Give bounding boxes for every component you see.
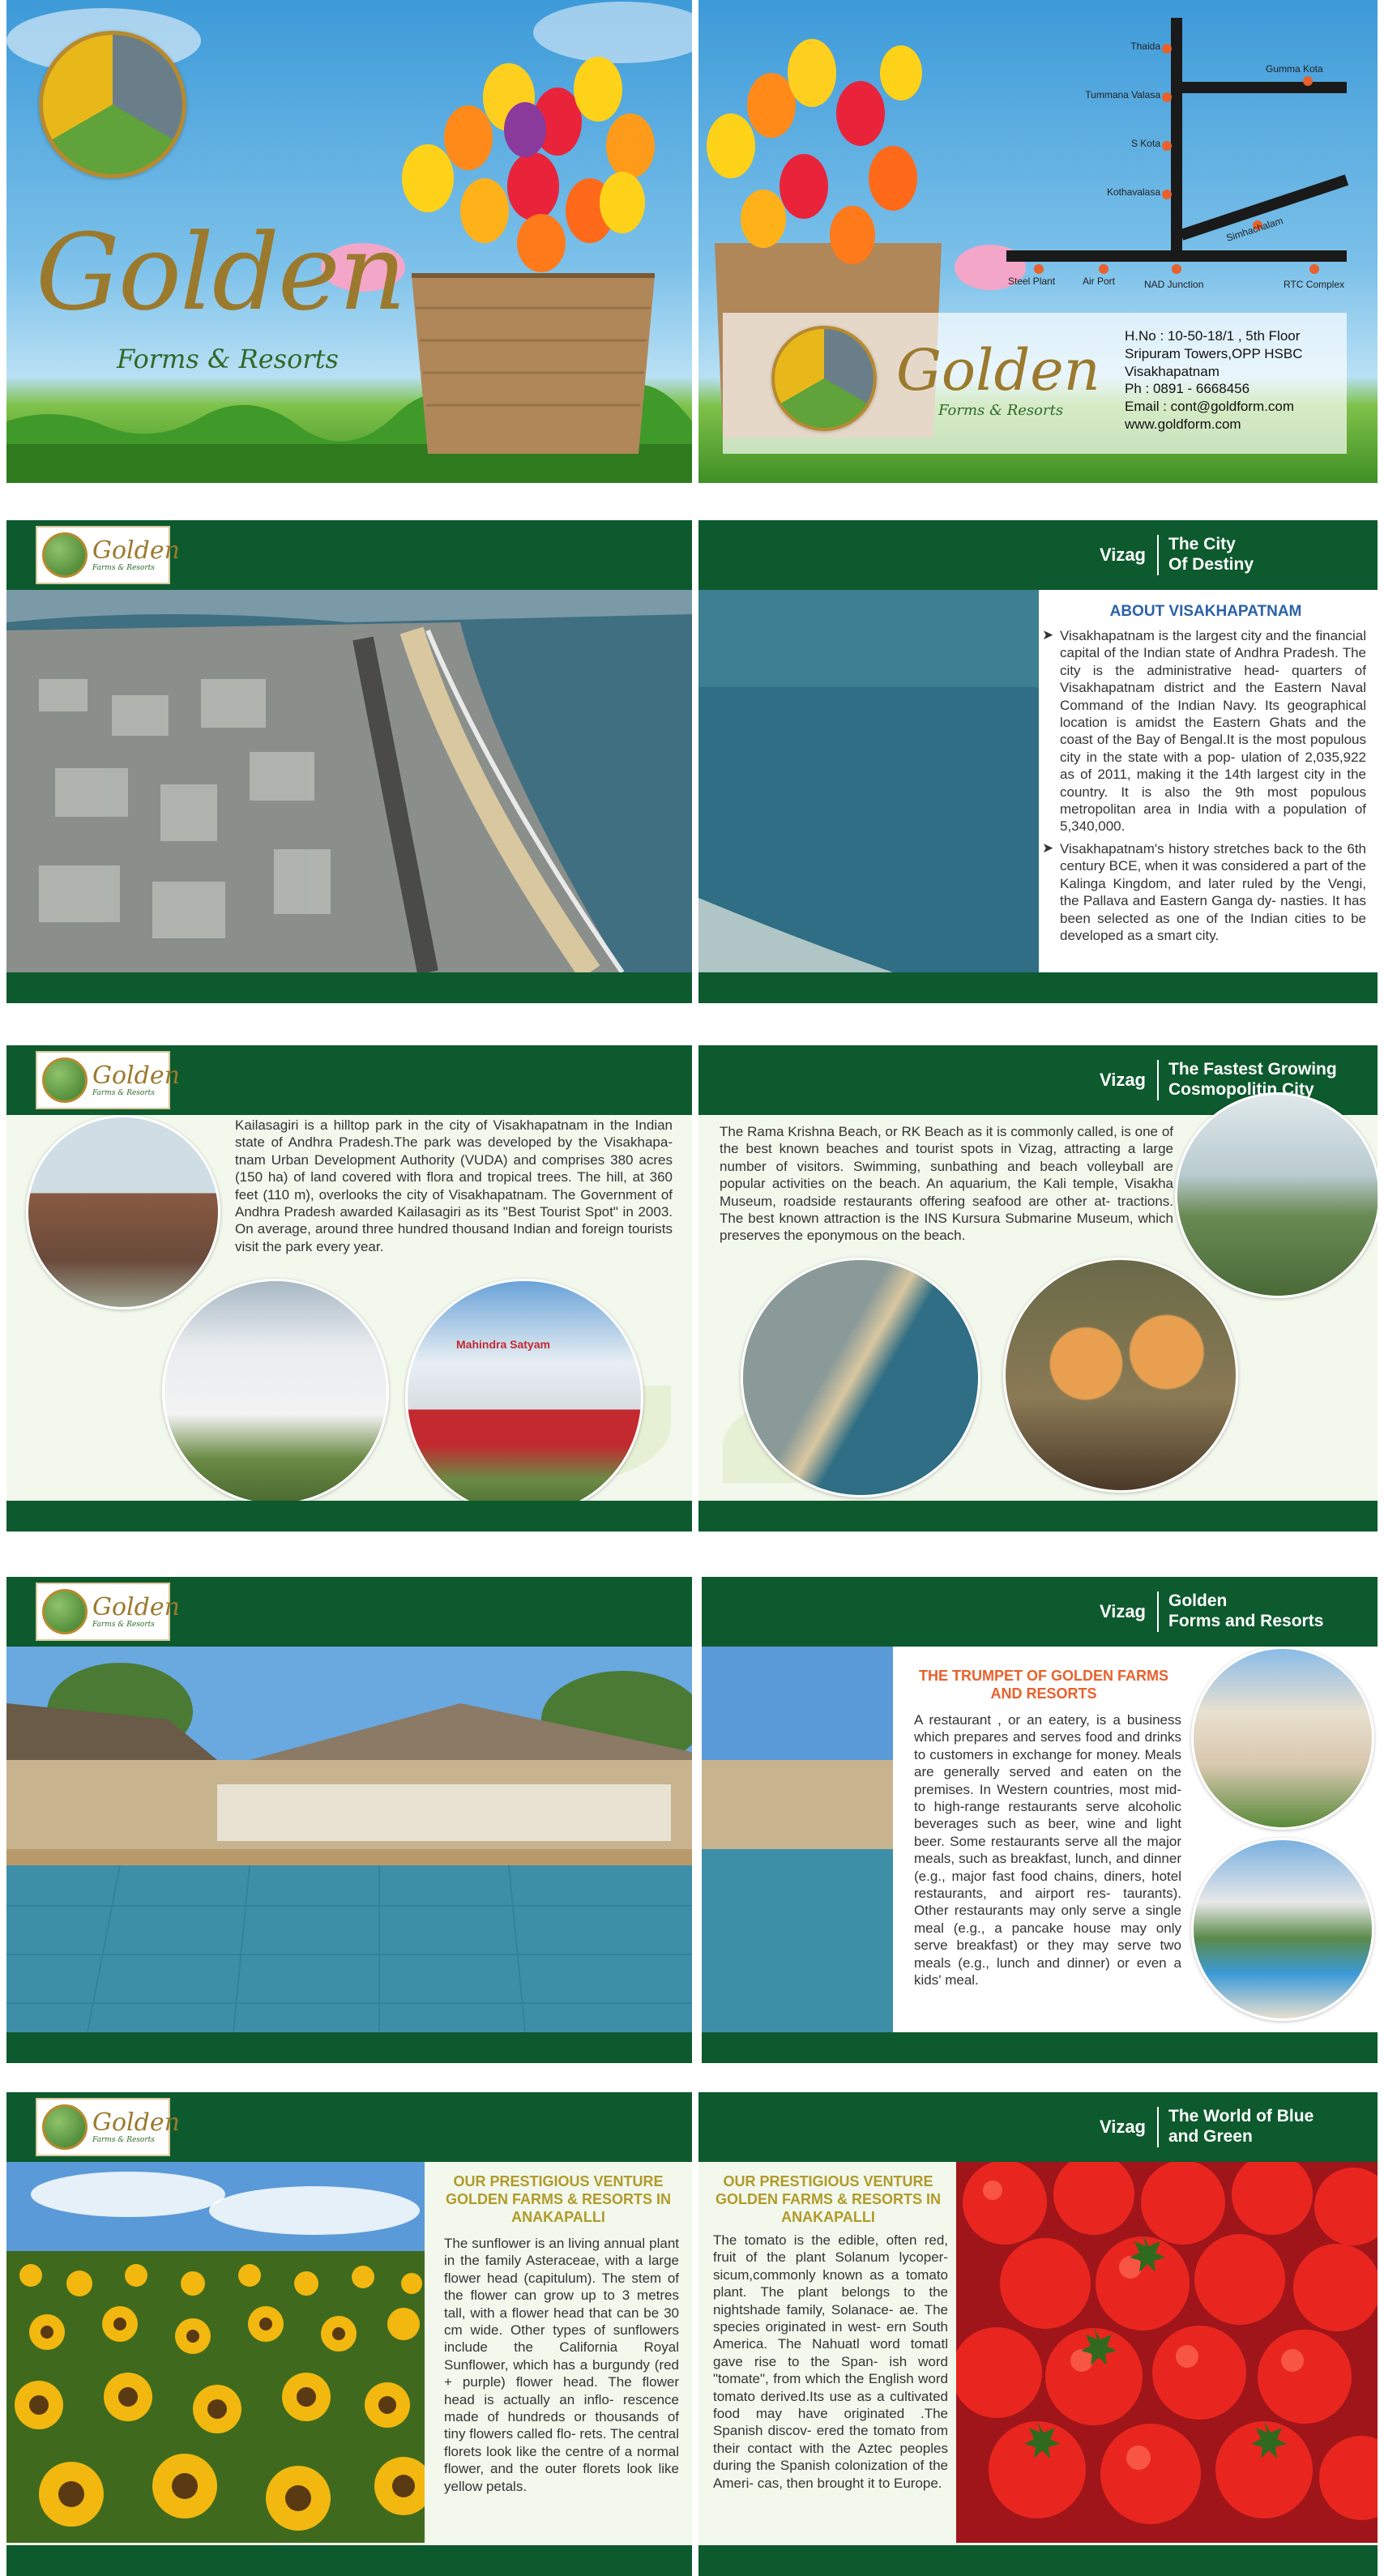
- page-header: [6, 2092, 692, 2162]
- bullet-item: [1042, 840, 1366, 944]
- resort-left-page: [6, 1577, 692, 2063]
- page-footer: [6, 2545, 692, 2576]
- section-title: [1088, 1591, 1378, 1632]
- logo-icon: [42, 2104, 88, 2150]
- tigers-photo: [1003, 1258, 1238, 1493]
- logo-icon: [42, 1589, 88, 1634]
- map-label: Steel Plant: [1008, 276, 1056, 287]
- map-label: RTC Complex: [1284, 279, 1345, 290]
- resort-right-page: [702, 1577, 1378, 2063]
- section-title: [1088, 1060, 1378, 1100]
- brand-badge: [36, 1583, 180, 1641]
- map-label: Simhachalam: [1224, 215, 1285, 244]
- badge-tagline: Farms & Resorts: [92, 2135, 155, 2144]
- map-label: NAD Junction: [1144, 279, 1204, 290]
- logo-icon: [42, 532, 88, 578]
- bullet-item: [1042, 627, 1366, 835]
- building-sign: Mahindra Satyam: [456, 1338, 550, 1351]
- bullet-text: Visakhapatnam's history stretches back to the 6th century BCE, when it was considered a part of the Kalinga Kingdom, and later ruled by the Vengi, the Pallava and Eastern Ganga dy- nasties. It has been selected as one of the Indian cities to be developed as a smart city.: [1060, 840, 1366, 943]
- cosmopolitan-spread: [0, 1045, 1384, 1532]
- address-line: Sripuram Towers,OPP HSBC: [1125, 345, 1303, 361]
- brand-badge: [36, 526, 180, 584]
- industry-photo: [26, 1115, 220, 1309]
- badge-tagline: Farms & Resorts: [92, 1620, 155, 1629]
- brand-badge: [36, 2098, 180, 2156]
- badge-name: Golden: [92, 1061, 180, 1090]
- venture-left-page: [6, 2092, 692, 2576]
- city-right-page: [698, 520, 1378, 1003]
- resort-spread: [0, 1577, 1384, 2063]
- page-footer: [6, 2032, 692, 2063]
- logo-medallion: [771, 326, 877, 431]
- hill-photo: [1175, 1092, 1378, 1298]
- section-title-line: and Green: [1168, 2127, 1253, 2146]
- cosmo-right-page: [698, 1045, 1378, 1532]
- map-label: Air Port: [1083, 276, 1116, 287]
- page-header: [698, 520, 1378, 590]
- sunflower-field-photo: [6, 2162, 425, 2543]
- brand-badge: [36, 1051, 180, 1109]
- tomato-text: The tomato is the edible, often red, fruit of the plant Solanum lycoper- sicum,commonly known as a tomato plant. The plant belongs to the nightshade family, Solanace- ae. The species originated in west- ern South America. The Nahuatl word tomatl gave rise to the Span- ish word "tomate", from which the English word tomato derived.Its use as a cultivated food may have originated .The Spanish discov- ered the tomato from their contact with the Aztec peoples during the Spanish colonization of the Ameri- cas, then brought it to Europe.: [713, 2232, 948, 2491]
- arrow-bullet-icon: ➤: [1042, 627, 1054, 643]
- section-city: Vizag: [1088, 1060, 1159, 1100]
- section-title-line: Of Destiny: [1168, 555, 1254, 574]
- map-label: S Kota: [1130, 138, 1160, 149]
- sunflower-text: The sunflower is an living annual plant in the family Asteraceae, with a large flower head (capitulum). The stem of the flower can grow up to 3 metres tall, with a flower head that can be 30 cm wide. Other types of sunflowers include the California Royal Sunflower, which has a burgundy (red + purple) flower head. The flower head is actually an inflo- rescence made of hundreds or thousands of tiny flowers called flo- rets. The central florets look like the centre of a normal flower, and the outer florets look like yellow petals.: [444, 2236, 679, 2494]
- venture-spread: [0, 2092, 1384, 2576]
- contact-brand-name: Golden: [896, 337, 1100, 404]
- section-title-line: The City: [1168, 535, 1236, 554]
- section-heading: OUR PRESTIGIOUS VENTURE GOLDEN FARMS & RESORTS IN ANAKAPALLI: [715, 2173, 941, 2225]
- villa-photo: [1191, 1647, 1374, 1830]
- page-footer: [698, 2545, 1378, 2576]
- page-header: [6, 1577, 692, 1647]
- restaurant-text: A restaurant , or an eatery, is a business which prepares and serves food and drinks to customers in exchange for money. Meals are generally served and eaten on the premises. In Western countries, most mid- to high-range restaurants serve alcoholic beverages such as beer, wine and light beer. Some restaurants serve all the major meals, such as breakfast, lunch, and dinner (e.g., major fast food chains, diners, hotel restaurants, and airport res- taurants). Other restaurants may only serve a single meal (e.g., a pancake house may only serve breakfast) or they may serve two meals (e.g., lunch and dinner) or even a kids' meal.: [914, 1712, 1181, 1989]
- badge-tagline: Farms & Resorts: [92, 1088, 155, 1097]
- pool-photo: [702, 1647, 893, 2032]
- cover-brand-tagline: Forms & Resorts: [117, 344, 339, 374]
- section-title-line: Cosmopolitin City: [1168, 1080, 1314, 1099]
- cover-right-page: [698, 0, 1378, 483]
- page-header: [698, 2092, 1378, 2162]
- bullet-text: Visakhapatnam is the largest city and the financial capital of the Indian state of Andhra Pradesh. The city is the administrative head- quarters of Visakhapatnam district and the Eastern Naval Command of the Indian Navy. Its geographical location is amidst the Eastern Ghats and the coast of the Bay of Bengal.It is the most populous city in the state with a pop- ulation of 2,035,922 as of 2011, making it the 14th largest city in the country. It is also the 9th most populous metropolitan area in India with a population of 5,340,000.: [1060, 628, 1366, 835]
- badge-name: Golden: [92, 1592, 180, 1621]
- map-label: Kothavalasa: [1106, 186, 1160, 198]
- map-label: Tummana Valasa: [1085, 89, 1160, 100]
- phone: Ph : 0891 - 6668456: [1125, 381, 1250, 397]
- coastline-photo: [6, 590, 692, 972]
- page-footer: [6, 1501, 692, 1532]
- page-header: [6, 520, 692, 590]
- resort-aerial-photo: [1191, 1838, 1374, 2021]
- city-spread: [0, 520, 1384, 1003]
- section-title-line: Forms and Resorts: [1168, 1612, 1324, 1630]
- section-heading: OUR PRESTIGIOUS VENTURE GOLDEN FARMS & RESORTS IN ANAKAPALLI: [445, 2173, 671, 2225]
- tomatoes-photo: [956, 2162, 1378, 2543]
- cosmo-left-page: [6, 1045, 692, 1532]
- section-heading: ABOUT VISAKHAPATNAM: [1109, 603, 1302, 620]
- venture-right-page: [698, 2092, 1378, 2576]
- contact-panel: [723, 313, 1347, 454]
- map-label: Gumma Kota: [1266, 63, 1323, 75]
- section-heading: THE TRUMPET OF GOLDEN FARMS AND RESORTS: [919, 1668, 1168, 1702]
- logo-icon: [42, 1057, 88, 1103]
- page-footer: [6, 972, 692, 1003]
- section-city: Vizag: [1088, 535, 1159, 575]
- page-header: [6, 1045, 692, 1115]
- section-city: Vizag: [1088, 1591, 1159, 1632]
- city-left-page: [6, 520, 692, 1003]
- kailasagiri-text: Kailasagiri is a hilltop park in the city of Visakhapatnam in the Indian state of Andhra Pradesh.The park was developed by the Visakhapa- tnam Urban Development Authority (VUDA) and comprises 380 acres (150 ha) of land covered with flora and tropical trees. The hill, at 360 feet (110 m), overlooks the city of Visakhapatnam. The Government of Andhra Pradesh awarded Kailasagiri as its "Best Tourist Spot" in 2003. On average, around three hundred thousand Indian and foreign tourists visit the park every year.: [235, 1117, 673, 1254]
- beach-aerial-photo: [741, 1258, 980, 1497]
- badge-name: Golden: [92, 2108, 180, 2137]
- contact-brand-tagline: Forms & Resorts: [938, 402, 1064, 419]
- section-title: [1088, 2107, 1378, 2147]
- page-footer: [702, 2032, 1378, 2063]
- office-building-photo: [405, 1279, 643, 1517]
- arrow-bullet-icon: ➤: [1042, 839, 1054, 856]
- badge-name: Golden: [92, 536, 180, 565]
- section-title: [1088, 535, 1378, 575]
- badge-tagline: Farms & Resorts: [92, 563, 155, 572]
- pool-resort-photo: [6, 1647, 692, 2032]
- page-footer: [698, 972, 1378, 1003]
- section-title-line: The Fastest Growing: [1168, 1060, 1337, 1079]
- section-title-line: The World of Blue: [1168, 2107, 1314, 2126]
- website: www.goldform.com: [1125, 416, 1241, 432]
- section-title-line: Golden: [1168, 1591, 1228, 1611]
- sea-photo: [698, 590, 1039, 972]
- rk-beach-text: The Rama Krishna Beach, or RK Beach as it is commonly called, is one of the best known beaches and tourist spots in Vizag, attracting a large number of visitors. Swimming, sunbathing and beach volleyball are popular activities on the beach. An aquarium, the Kali temple, Visakha Museum, roadside restaurants offering seafood are other at- tractions. The best known attraction is the INS Kursura Submarine Museum, which preserves the eponymous on the beach.: [720, 1124, 1173, 1244]
- page-footer: [698, 1501, 1378, 1532]
- address-line: Visakhapatnam: [1125, 363, 1220, 379]
- cover-brand-name: Golden: [36, 211, 405, 334]
- address-line: H.No : 10-50-18/1 , 5th Floor: [1125, 328, 1301, 344]
- email: Email : cont@goldform.com: [1125, 399, 1295, 414]
- statue-photo: [162, 1279, 389, 1506]
- cover-spread: [0, 0, 1384, 483]
- section-city: Vizag: [1088, 2107, 1159, 2147]
- bullet-list: [1042, 627, 1366, 944]
- map-label: Thaida: [1130, 41, 1160, 52]
- address-block: [1125, 327, 1303, 434]
- page-header: [702, 1577, 1378, 1647]
- logo-medallion: [39, 31, 186, 178]
- cover-left-page: [6, 0, 692, 483]
